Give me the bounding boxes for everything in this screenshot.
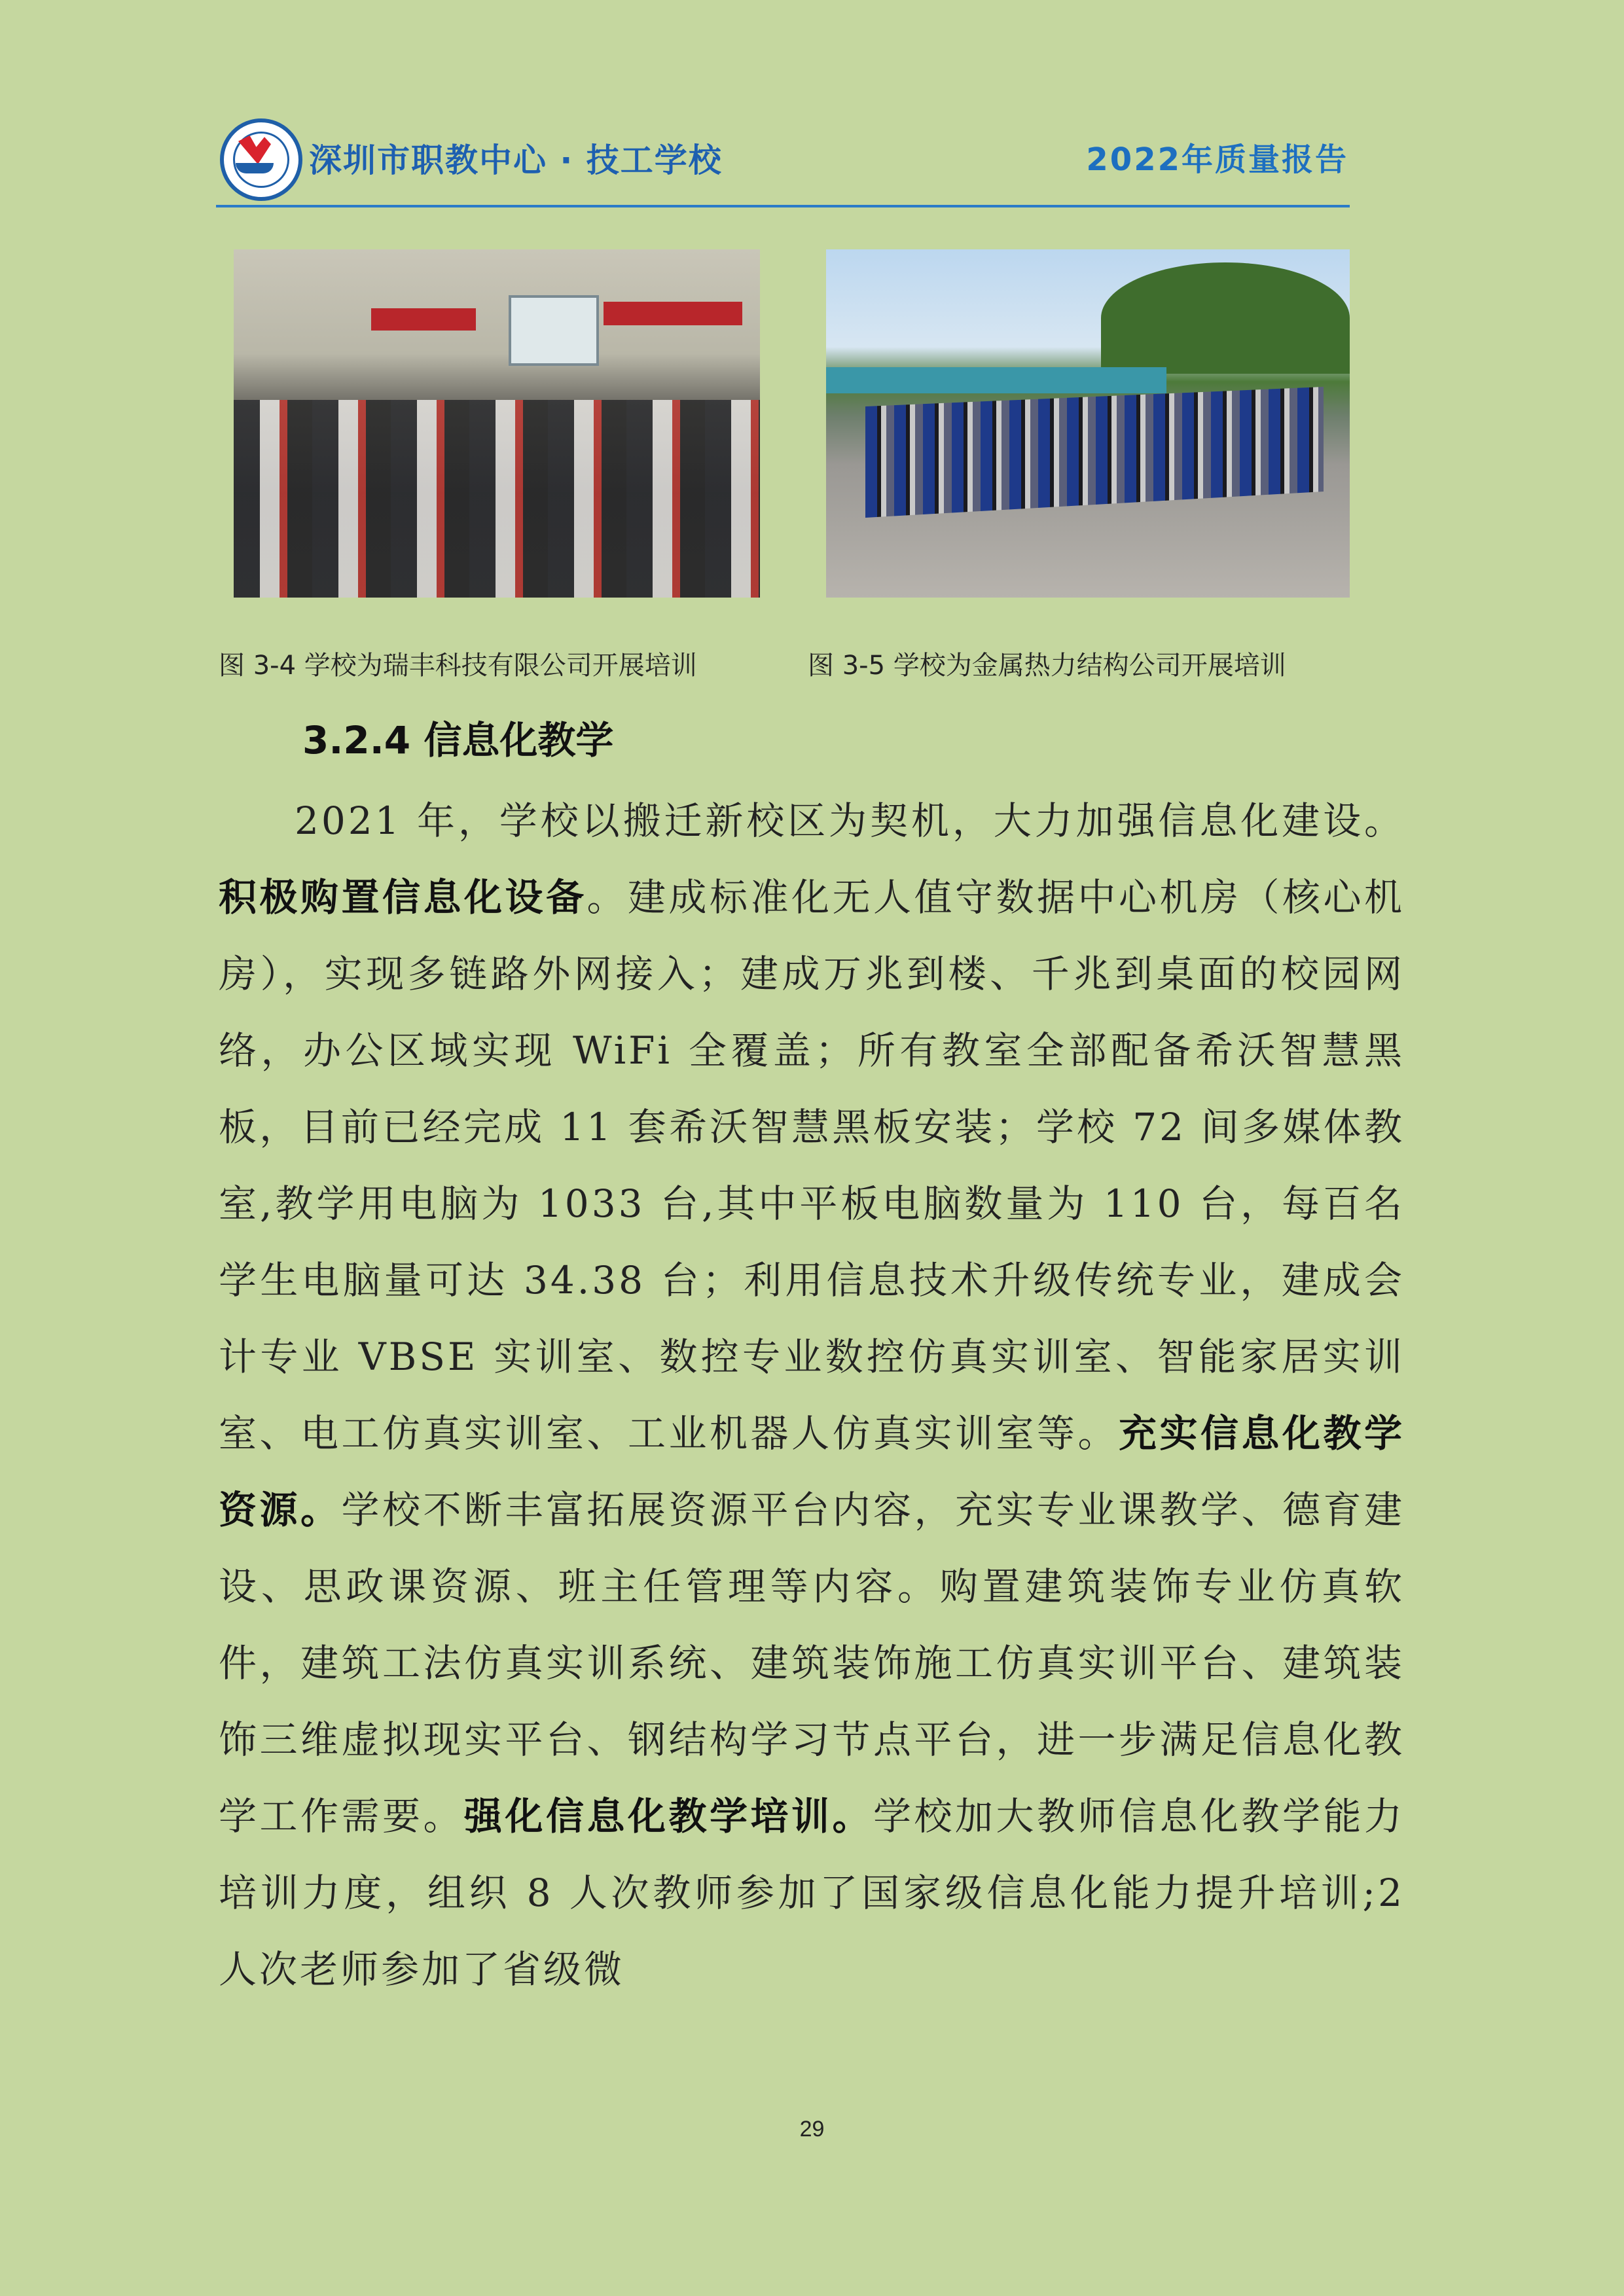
projector-screen <box>509 295 599 366</box>
text-segment: 2021 年，学校以搬迁新校区为契机，大力加强信息化建设。 <box>295 798 1405 843</box>
school-name: 深圳市职教中心 · 技工学校 <box>309 141 723 179</box>
page-number: 29 <box>799 2117 825 2142</box>
figure-caption: 图 3-5 学校为金属热力结构公司开展培训 <box>808 651 1286 681</box>
report-title: 2022年质量报告 <box>1086 141 1348 178</box>
bold-phrase: 充实信息化教学资源。 <box>219 1411 1405 1532</box>
header-divider <box>216 205 1350 207</box>
section-heading: 3.2.4 信息化教学 <box>302 718 614 762</box>
text-segment: 学校加大教师信息化教学能力培训力度，组织 8 人次教师参加了国家级信息化能力提升培训;2 人次老师参加了省级微 <box>219 1794 1405 1992</box>
page-header <box>216 115 1348 206</box>
school-emblem-icon <box>220 118 302 201</box>
banner-right <box>604 302 742 325</box>
trees <box>1101 262 1350 374</box>
audience <box>234 400 760 598</box>
text-segment: 学校不断丰富拓展资源平台内容，充实专业课教学、德育建设、思政课资源、班主任管理等内容。购置建筑装饰专业仿真软件，建筑工法仿真实训系统、建筑装饰施工仿真实训平台、建筑装饰三维虚拟现实平台、钢结构学习节点平台，进一步满足信息化教学工作需要。 <box>219 1488 1405 1839</box>
emblem-base <box>236 163 274 173</box>
text-segment: 。建成标准化无人值守数据中心机房（核心机房），实现多链路外网接入；建成万兆到楼、千兆到桌面的校园网络，办公区域实现 WiFi 全覆盖；所有教室全部配备希沃智慧黑板，目前已经完成 11 套希沃智慧黑板安装；学校 72 间多媒体教室,教学用电脑为 1033 台,其中平板电脑数量为 110 台，每百名学生电脑量可达 34.38 台；利用信息技术升级传统专业，建成会计专业 VBSE 实训室、数控专业数控仿真实训室、智能家居实训室、电工仿真实训室、工业机器人仿真实训室等。 <box>219 875 1405 1456</box>
canopy <box>826 367 1166 393</box>
paragraph <box>219 783 1405 2008</box>
bold-phrase: 强化信息化教学培训。 <box>464 1794 873 1839</box>
figure-caption: 图 3-4 学校为瑞丰科技有限公司开展培训 <box>219 651 697 681</box>
bold-phrase: 积极购置信息化设备 <box>219 875 587 920</box>
body-paragraph <box>219 783 1405 2008</box>
figure-3-5-photo <box>826 249 1350 598</box>
lined-up-trainees <box>865 387 1324 518</box>
figure-3-4-photo <box>234 249 760 598</box>
banner-left <box>371 308 476 331</box>
